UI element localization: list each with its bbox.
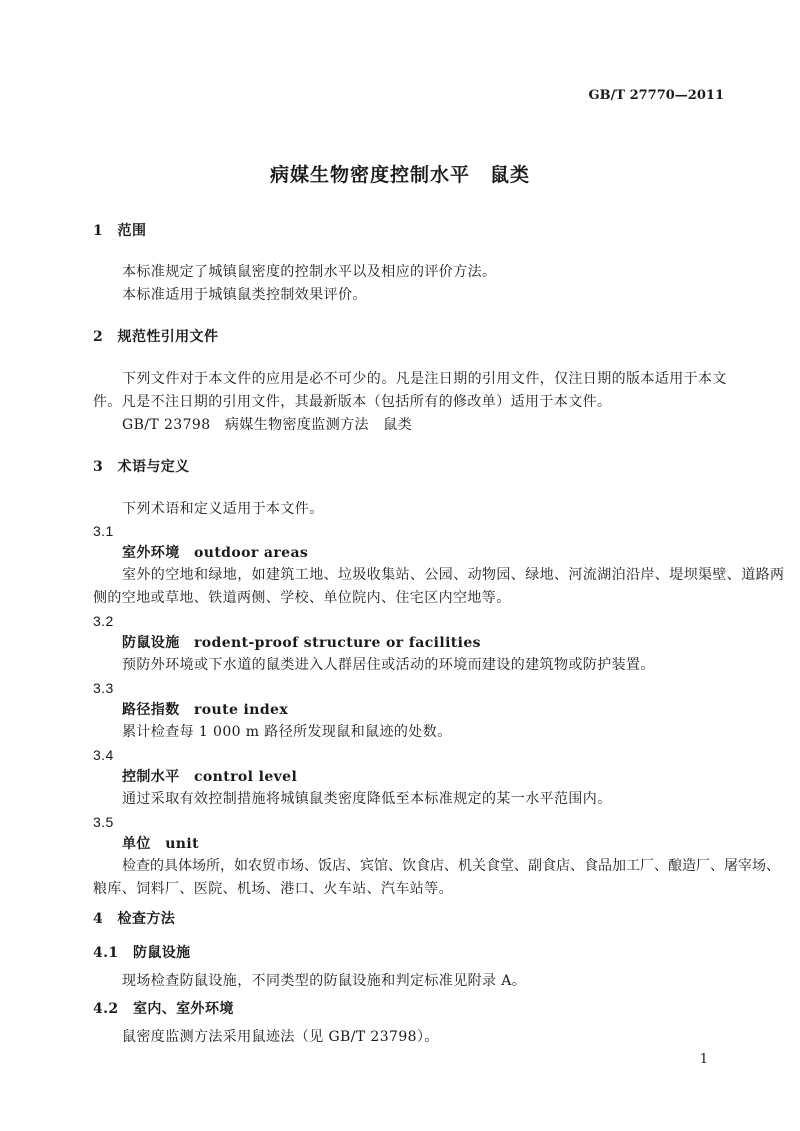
term-title: 防鼠设施 rodent-proof structure or facilities	[122, 635, 481, 651]
paragraph: 本标准适用于城镇鼠类控制效果评价。	[122, 287, 367, 303]
term-title: 控制水平 control level	[122, 769, 298, 785]
section-2-heading: 2 规范性引用文件	[93, 329, 219, 345]
term-definition: 通过采取有效控制措施将城镇鼠类密度降低至本标准规定的某一水平范围内。	[122, 791, 612, 807]
reference-item: GB/T 23798 病媒生物密度监测方法 鼠类	[122, 417, 413, 433]
term-number: 3.4	[93, 747, 114, 763]
term-definition: 侧的空地或草地、铁道两侧、学校、单位院内、住宅区内空地等。	[93, 590, 511, 606]
term-number: 3.1	[93, 523, 114, 539]
term-definition: 检查的具体场所，如农贸市场、饭店、宾馆、饮食店、机关食堂、副食店、食品加工厂、酿造厂、屠宰场、	[122, 858, 780, 874]
paragraph: 下列文件对于本文件的应用是必不可少的。凡是注日期的引用文件，仅注日期的版本适用于本文	[122, 371, 727, 387]
term-number: 3.2	[93, 613, 114, 629]
paragraph: 下列术语和定义适用于本文件。	[122, 501, 324, 517]
section-3-heading: 3 术语与定义	[93, 459, 190, 475]
term-title: 单位 unit	[122, 836, 199, 852]
paragraph: 本标准规定了城镇鼠密度的控制水平以及相应的评价方法。	[122, 264, 497, 280]
paragraph: 件。凡是不注日期的引用文件，其最新版本（包括所有的修改单）适用于本文件。	[93, 394, 612, 410]
paragraph: 现场检查防鼠设施，不同类型的防鼠设施和判定标准见附录 A。	[122, 973, 527, 989]
standard-number: GB/T 27770—2011	[588, 88, 724, 103]
term-definition: 预防外环境或下水道的鼠类进入人群居住或活动的环境而建设的建筑物或防护装置。	[122, 657, 655, 673]
paragraph: 鼠密度监测方法采用鼠迹法（见 GB/T 23798）。	[122, 1029, 439, 1045]
subsection-4-2-heading: 4.2 室内、室外环境	[93, 1001, 234, 1017]
term-definition: 累计检查每 1 000 m 路径所发现鼠和鼠迹的处数。	[122, 724, 452, 740]
section-1-heading: 1 范围	[93, 223, 147, 239]
term-title: 路径指数 route index	[122, 702, 289, 718]
term-title: 室外环境 outdoor areas	[122, 545, 309, 561]
subsection-4-1-heading: 4.1 防鼠设施	[93, 945, 191, 961]
term-number: 3.5	[93, 814, 114, 830]
document-title: 病媒生物密度控制水平 鼠类	[269, 164, 530, 186]
term-number: 3.3	[93, 680, 114, 696]
section-4-heading: 4 检查方法	[93, 911, 176, 927]
term-definition: 粮库、饲料厂、医院、机场、港口、火车站、汽车站等。	[93, 881, 453, 897]
page-number: 1	[699, 1052, 708, 1067]
term-definition: 室外的空地和绿地，如建筑工地、垃圾收集站、公园、动物园、绿地、河流湖泊沿岸、堤坝渠壁、道路两	[122, 567, 785, 583]
